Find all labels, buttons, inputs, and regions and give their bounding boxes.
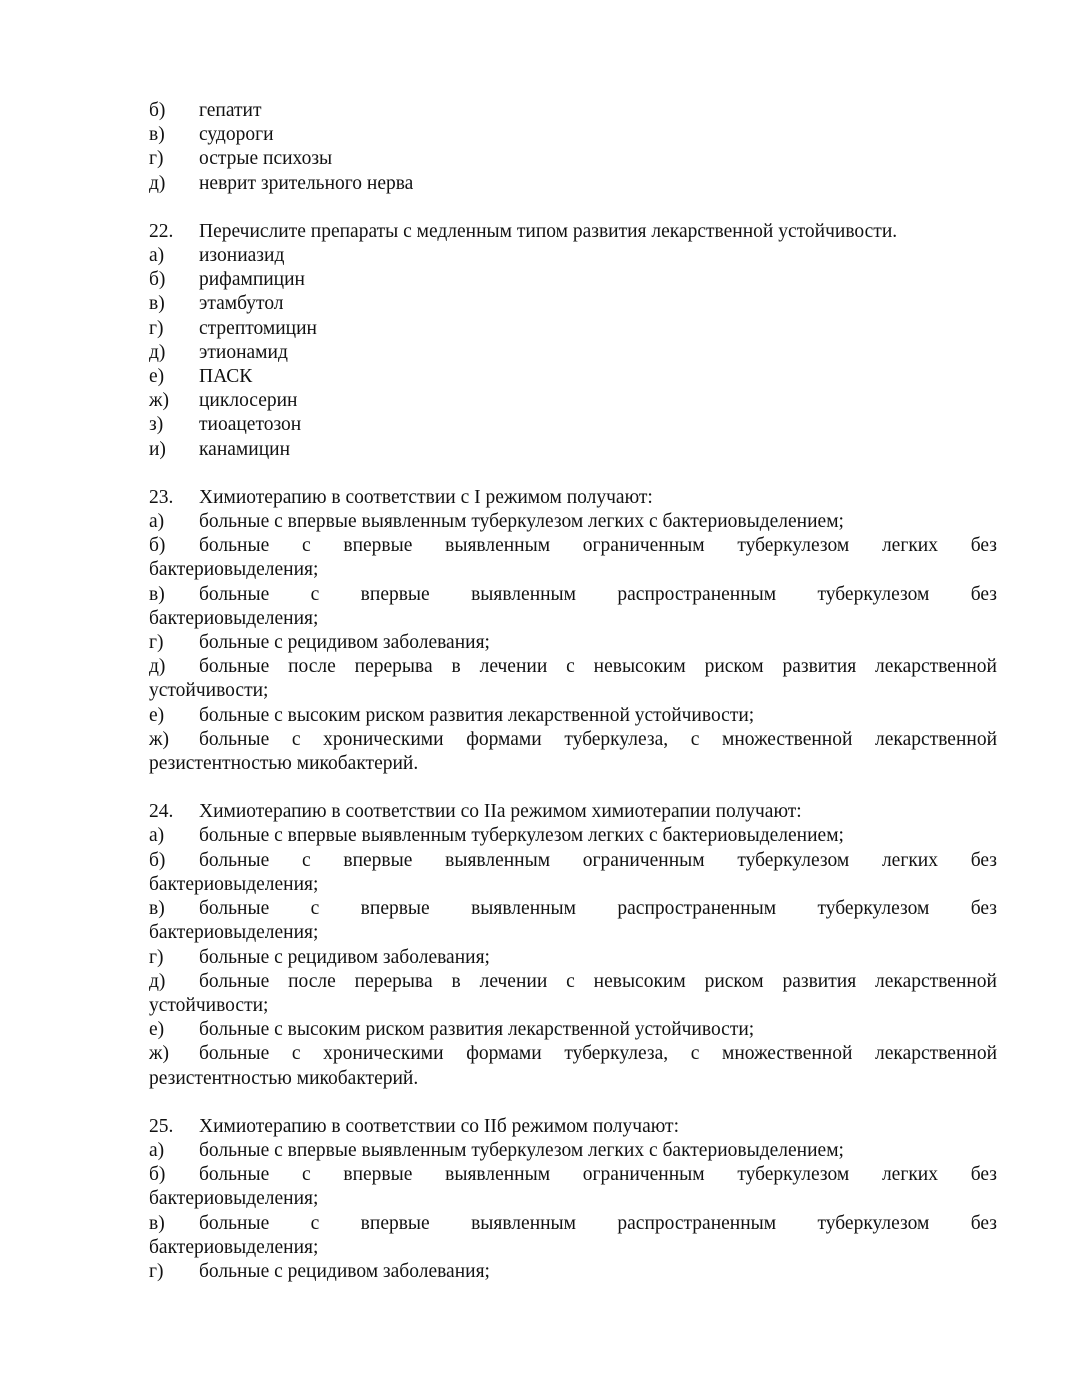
list-item: г) острые психозы	[149, 148, 333, 170]
question-22	[149, 220, 997, 462]
question-25	[149, 1115, 997, 1284]
answer-option: з) тиоацетозон	[149, 414, 302, 436]
answer-option: б) больные с впервые выявленным ограниченным туберкулезом легких без бактериовыделения;	[149, 849, 997, 895]
answer-option: а) больные с впервые выявленным туберкулезом легких с бактериовыделением;	[149, 511, 844, 533]
question-text: 24. Химиотерапию в соответствии со IIа режимом химиотерапии получают:	[149, 801, 802, 823]
list-item: д) неврит зрительного нерва	[149, 172, 414, 194]
answer-option: е) больные с высоким риском развития лекарственной устойчивости;	[149, 704, 755, 726]
answer-option: д) этионамид	[149, 341, 288, 363]
answer-option: г) больные с рецидивом заболевания;	[149, 632, 490, 654]
answer-option: г) больные с рецидивом заболевания;	[149, 946, 490, 968]
answer-option: а) изониазид	[149, 245, 285, 267]
top-list	[149, 99, 997, 196]
question-24	[149, 800, 997, 1090]
answer-option: г) больные с рецидивом заболевания;	[149, 1260, 490, 1282]
answer-option: ж) циклосерин	[149, 390, 298, 412]
answer-option: ж) больные с хроническими формами туберкулеза, с множественной лекарственной резистентностью микобактерий.	[149, 1043, 997, 1089]
answer-option: е) больные с высоким риском развития лекарственной устойчивости;	[149, 1019, 755, 1041]
answer-option: в) больные с впервые выявленным распространенным туберкулезом без бактериовыделения;	[149, 1212, 997, 1258]
answer-option: г) стрептомицин	[149, 317, 317, 339]
list-item: б) гепатит	[149, 100, 262, 121]
answer-option: в) больные с впервые выявленным распространенным туберкулезом без бактериовыделения;	[149, 583, 997, 629]
answer-option: д) больные после перерыва в лечении с невысоким риском развития лекарственной устойчивости;	[149, 970, 997, 1016]
answer-option: д) больные после перерыва в лечении с невысоким риском развития лекарственной устойчивости;	[149, 656, 997, 702]
list-item: в) судороги	[149, 124, 274, 146]
answer-option: б) больные с впервые выявленным ограниченным туберкулезом легких без бактериовыделения;	[149, 1164, 997, 1210]
answer-option: б) рифампицин	[149, 269, 305, 291]
question-text: 23. Химиотерапию в соответствии с I режимом получают:	[149, 486, 653, 508]
answer-option: ж) больные с хроническими формами туберкулеза, с множественной лекарственной резистентностью микобактерий.	[149, 728, 997, 775]
document-page	[149, 99, 997, 1284]
answer-option: а) больные с впервые выявленным туберкулезом легких с бактериовыделением;	[149, 1139, 844, 1161]
question-text: 22. Перечислите препараты с медленным типом развития лекарственной устойчивости.	[149, 220, 898, 242]
question-23	[149, 486, 997, 776]
question-text: 25. Химиотерапию в соответствии со IIб режимом получают:	[149, 1115, 679, 1137]
answer-option: и) канамицин	[149, 438, 291, 460]
answer-option: е) ПАСК	[149, 366, 253, 388]
answer-option: а) больные с впервые выявленным туберкулезом легких с бактериовыделением;	[149, 825, 844, 847]
answer-option: б) больные с впервые выявленным ограниченным туберкулезом легких без бактериовыделения;	[149, 535, 997, 581]
answer-option: в) этамбутол	[149, 293, 284, 315]
answer-option: в) больные с впервые выявленным распространенным туберкулезом без бактериовыделения;	[149, 898, 997, 944]
